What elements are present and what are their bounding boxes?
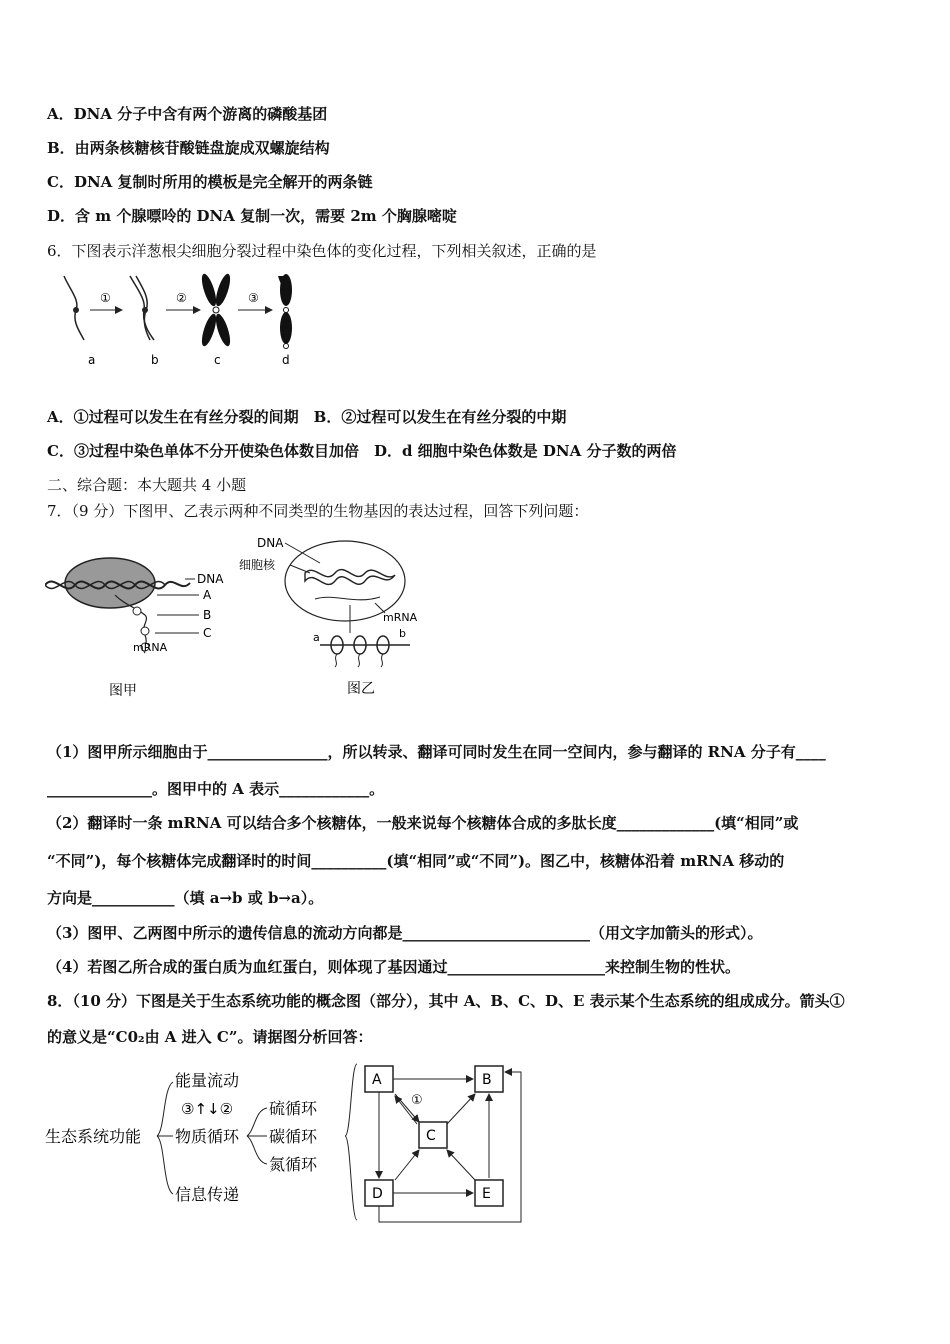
q7-part2-line3: 方向是___________（填 a→b 或 b→a）。: [47, 889, 324, 907]
q7-part3: （3）图甲、乙两图中所示的遗传信息的流动方向都是_________________________（用文字加箭头的形式）。: [47, 924, 763, 942]
q6-chromosome-figure: [50, 270, 320, 370]
jia-caption: 图甲: [109, 683, 137, 699]
q7-part1-line1: （1）图甲所示细胞由于________________，所以转录、翻译可同时发生在同一空间内，参与翻译的 RNA 分子有____: [47, 743, 826, 761]
yi-label-mrna: mRNA: [383, 611, 418, 624]
q6-options-ab: A．①过程可以发生在有丝分裂的间期 B．②过程可以发生在有丝分裂的中期: [47, 408, 567, 426]
yi-label-dna: DNA: [257, 536, 284, 550]
step-3-label: ③: [248, 291, 259, 305]
arrow-1-label: ①: [411, 1093, 423, 1108]
yi-caption: 图乙: [347, 681, 375, 697]
box-d: D: [372, 1186, 383, 1202]
q8-stem-line2: 的意义是“C0₂由 A 进入 C”。请据图分析回答：: [47, 1028, 373, 1046]
map-sulfur: 硫循环: [269, 1099, 318, 1118]
q7-figure-jia: [45, 535, 245, 705]
label-d: d: [282, 353, 290, 367]
label-a: a: [88, 353, 96, 367]
jia-label-dna: DNA: [197, 572, 224, 586]
jia-label-a: A: [203, 588, 212, 602]
yi-label-nucleus: 细胞核: [239, 558, 276, 572]
step-2-label: ②: [176, 291, 187, 305]
jia-label-mrna: mRNA: [133, 641, 168, 654]
map-info: 信息传递: [175, 1185, 240, 1204]
q6-stem: 6．下图表示洋葱根尖细胞分裂过程中染色体的变化过程，下列相关叙述，正确的是: [47, 242, 597, 260]
q8-concept-map: [45, 1060, 530, 1230]
box-a: A: [372, 1072, 382, 1088]
section-heading: 二、综合题：本大题共 4 小题: [47, 476, 247, 494]
map-nitrogen: 氮循环: [269, 1155, 318, 1174]
box-c: C: [426, 1128, 436, 1144]
label-c: c: [214, 353, 221, 367]
map-material: 物质循环: [175, 1127, 240, 1146]
q5-option-c: C．DNA 复制时所用的模板是完全解开的两条链: [47, 173, 373, 191]
q7-part4: （4）若图乙所合成的蛋白质为血红蛋白，则体现了基因通过_____________________来控制生物的性状。: [47, 958, 740, 976]
map-carbon: 碳循环: [269, 1127, 318, 1146]
map-arrows: ③↑↓②: [181, 1100, 234, 1118]
q7-stem: 7．（9 分）下图甲、乙表示两种不同类型的生物基因的表达过程，回答下列问题：: [47, 502, 589, 520]
q6-options-cd: C．③过程中染色单体不分开使染色体数目加倍 D．d 细胞中染色体数是 DNA 分子数的两倍: [47, 442, 677, 460]
q5-option-a: A．DNA 分子中含有两个游离的磷酸基团: [47, 105, 328, 123]
q5-option-d: D．含 m 个腺嘌呤的 DNA 复制一次，需要 2m 个胸腺嘧啶: [47, 207, 457, 225]
chromosome-d: [278, 274, 292, 349]
chromosome-c: [199, 272, 233, 347]
step-1-label: ①: [100, 291, 111, 305]
q5-option-b: B．由两条核糖核苷酸链盘旋成双螺旋结构: [47, 139, 330, 157]
jia-label-c: C: [203, 626, 212, 640]
yi-label-a: a: [313, 631, 320, 644]
yi-label-b: b: [399, 627, 406, 640]
q7-part2-line2: “不同”)，每个核糖体完成翻译时的时间__________(填“相同”或“不同”)。图乙中，核糖体沿着 mRNA 移动的: [47, 852, 785, 870]
box-b: B: [482, 1072, 492, 1088]
q7-figure-yi: [235, 533, 425, 705]
q7-part2-line1: （2）翻译时一条 mRNA 可以结合多个核糖体，一般来说每个核糖体合成的多肽长度_____________(填“相同”或: [47, 814, 799, 832]
box-e: E: [482, 1186, 491, 1202]
map-root: 生态系统功能: [45, 1127, 142, 1146]
q8-stem-line1: 8．（10 分）下图是关于生态系统功能的概念图（部分），其中 A、B、C、D、E 表示某个生态系统的组成成分。箭头①: [47, 992, 845, 1010]
map-energy: 能量流动: [175, 1071, 240, 1090]
label-b: b: [151, 353, 159, 367]
jia-label-b: B: [203, 608, 212, 622]
q7-part1-line2: ______________。图甲中的 A 表示____________。: [47, 780, 385, 798]
